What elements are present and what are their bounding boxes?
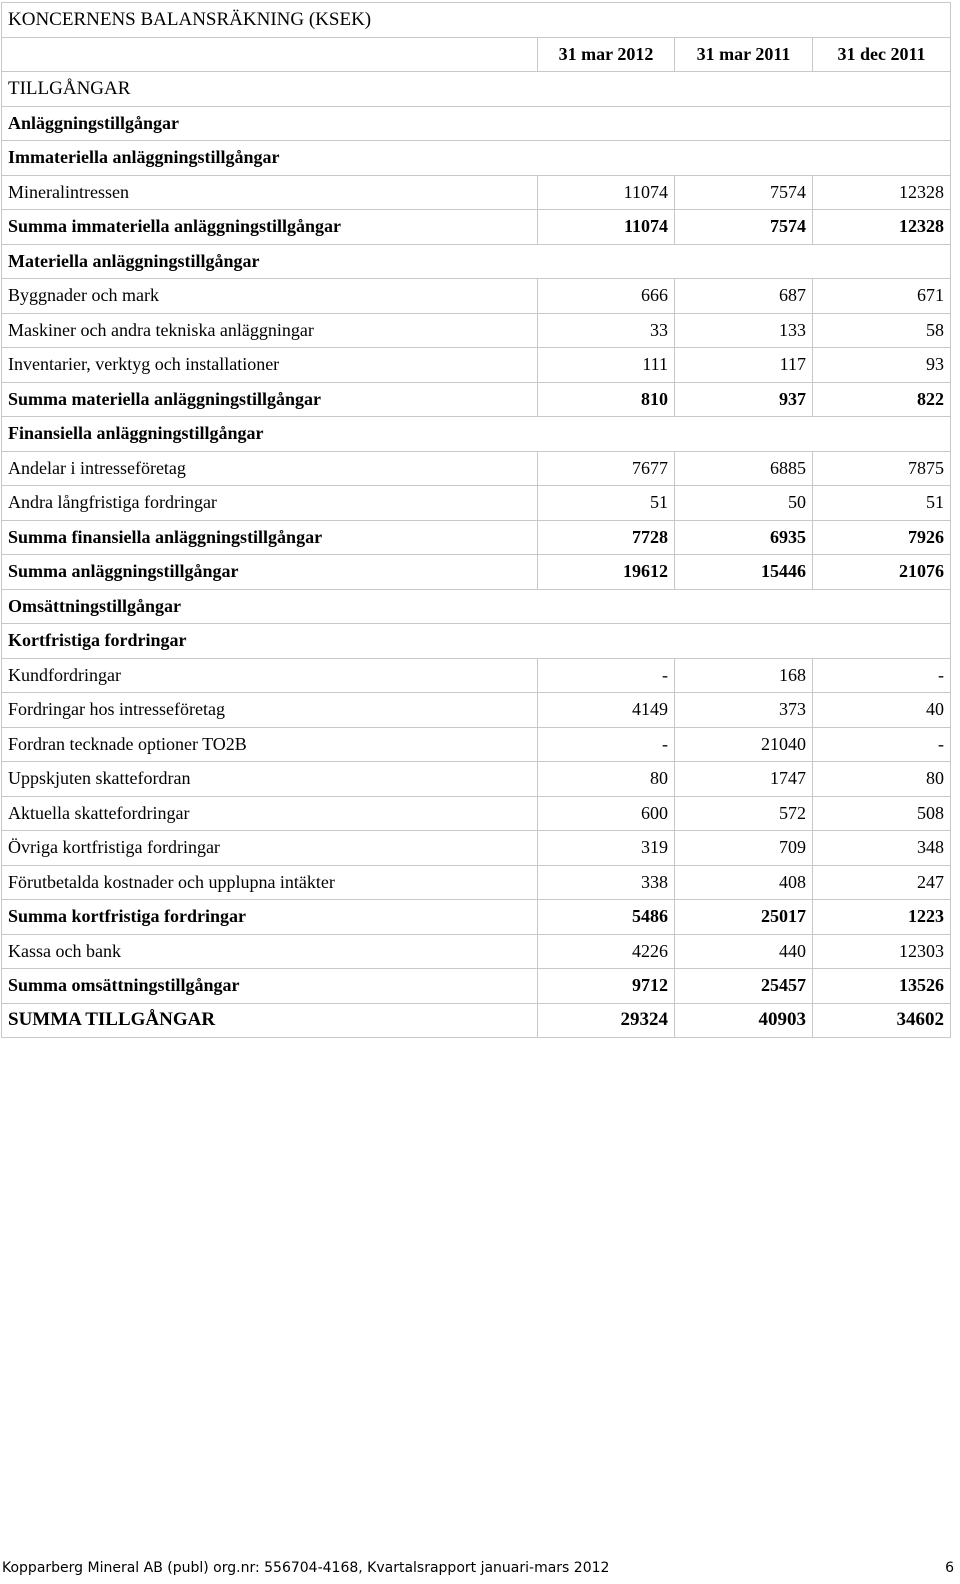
section-heading: Anläggningstillgångar bbox=[2, 106, 951, 141]
value-cell: 348 bbox=[813, 831, 951, 866]
value-cell: 11074 bbox=[538, 210, 675, 245]
column-header: 31 mar 2011 bbox=[675, 37, 813, 72]
header-empty-cell bbox=[2, 37, 538, 72]
table-row bbox=[2, 279, 951, 314]
section-heading-row bbox=[2, 624, 951, 659]
value-cell: 1747 bbox=[675, 762, 813, 797]
value-cell: 11074 bbox=[538, 175, 675, 210]
table-row bbox=[2, 934, 951, 969]
row-label: Summa kortfristiga fordringar bbox=[2, 900, 538, 935]
row-label: Summa materiella anläggningstillgångar bbox=[2, 382, 538, 417]
column-header: 31 dec 2011 bbox=[813, 37, 951, 72]
section-heading-row bbox=[2, 244, 951, 279]
value-cell: 4149 bbox=[538, 693, 675, 728]
value-cell: 168 bbox=[675, 658, 813, 693]
sheet-title: KONCERNENS BALANSRÄKNING (KSEK) bbox=[2, 3, 951, 38]
table-row bbox=[2, 900, 951, 935]
value-cell: 7926 bbox=[813, 520, 951, 555]
row-label: Uppskjuten skattefordran bbox=[2, 762, 538, 797]
value-cell: 373 bbox=[675, 693, 813, 728]
section-heading: Kortfristiga fordringar bbox=[2, 624, 951, 659]
value-cell: 687 bbox=[675, 279, 813, 314]
value-cell: 600 bbox=[538, 796, 675, 831]
value-cell: 13526 bbox=[813, 969, 951, 1004]
row-label: Kundfordringar bbox=[2, 658, 538, 693]
section-heading-row bbox=[2, 106, 951, 141]
value-cell: 508 bbox=[813, 796, 951, 831]
table-row bbox=[2, 658, 951, 693]
value-cell: 80 bbox=[538, 762, 675, 797]
table-row bbox=[2, 348, 951, 383]
page-number: 6 bbox=[945, 1560, 954, 1576]
value-cell: 117 bbox=[675, 348, 813, 383]
row-label: Fordringar hos intresseföretag bbox=[2, 693, 538, 728]
value-cell: 9712 bbox=[538, 969, 675, 1004]
value-cell: 40903 bbox=[675, 1003, 813, 1038]
row-label: Fordran tecknade optioner TO2B bbox=[2, 727, 538, 762]
value-cell: 50 bbox=[675, 486, 813, 521]
value-cell: 58 bbox=[813, 313, 951, 348]
section-heading-row bbox=[2, 589, 951, 624]
section-heading-row bbox=[2, 141, 951, 176]
row-label: Maskiner och andra tekniska anläggningar bbox=[2, 313, 538, 348]
value-cell: 7574 bbox=[675, 210, 813, 245]
row-label: Aktuella skattefordringar bbox=[2, 796, 538, 831]
table-row bbox=[2, 693, 951, 728]
value-cell: 408 bbox=[675, 865, 813, 900]
balance-sheet-body bbox=[2, 3, 951, 1038]
row-label: Andra långfristiga fordringar bbox=[2, 486, 538, 521]
value-cell: 572 bbox=[675, 796, 813, 831]
header-row bbox=[2, 37, 951, 72]
value-cell: 319 bbox=[538, 831, 675, 866]
row-label: Byggnader och mark bbox=[2, 279, 538, 314]
value-cell: 15446 bbox=[675, 555, 813, 590]
value-cell: 25017 bbox=[675, 900, 813, 935]
table-row bbox=[2, 520, 951, 555]
table-row bbox=[2, 865, 951, 900]
value-cell: 19612 bbox=[538, 555, 675, 590]
value-cell: 34602 bbox=[813, 1003, 951, 1038]
value-cell: 12303 bbox=[813, 934, 951, 969]
value-cell: 93 bbox=[813, 348, 951, 383]
value-cell: 21076 bbox=[813, 555, 951, 590]
value-cell: 671 bbox=[813, 279, 951, 314]
row-label: Andelar i intresseföretag bbox=[2, 451, 538, 486]
row-label: SUMMA TILLGÅNGAR bbox=[2, 1003, 538, 1038]
value-cell: 1223 bbox=[813, 900, 951, 935]
table-row bbox=[2, 210, 951, 245]
column-header: 31 mar 2012 bbox=[538, 37, 675, 72]
row-label: Förutbetalda kostnader och upplupna intäkter bbox=[2, 865, 538, 900]
table-row bbox=[2, 175, 951, 210]
value-cell: 666 bbox=[538, 279, 675, 314]
value-cell: 51 bbox=[538, 486, 675, 521]
value-cell: - bbox=[813, 727, 951, 762]
page-footer bbox=[2, 1560, 954, 1576]
value-cell: 12328 bbox=[813, 210, 951, 245]
section-heading-row bbox=[2, 417, 951, 452]
value-cell: 80 bbox=[813, 762, 951, 797]
value-cell: 12328 bbox=[813, 175, 951, 210]
table-row bbox=[2, 969, 951, 1004]
value-cell: 4226 bbox=[538, 934, 675, 969]
row-label: Summa anläggningstillgångar bbox=[2, 555, 538, 590]
value-cell: 7574 bbox=[675, 175, 813, 210]
section-heading: Immateriella anläggningstillgångar bbox=[2, 141, 951, 176]
value-cell: 40 bbox=[813, 693, 951, 728]
value-cell: 6935 bbox=[675, 520, 813, 555]
row-label: Summa omsättningstillgångar bbox=[2, 969, 538, 1004]
section-heading: Materiella anläggningstillgångar bbox=[2, 244, 951, 279]
value-cell: 29324 bbox=[538, 1003, 675, 1038]
table-row bbox=[2, 451, 951, 486]
row-label: Inventarier, verktyg och installationer bbox=[2, 348, 538, 383]
value-cell: 709 bbox=[675, 831, 813, 866]
value-cell: 51 bbox=[813, 486, 951, 521]
section-heading: Finansiella anläggningstillgångar bbox=[2, 417, 951, 452]
value-cell: 338 bbox=[538, 865, 675, 900]
row-label: Övriga kortfristiga fordringar bbox=[2, 831, 538, 866]
table-row bbox=[2, 382, 951, 417]
value-cell: 21040 bbox=[675, 727, 813, 762]
value-cell: 247 bbox=[813, 865, 951, 900]
table-row bbox=[2, 555, 951, 590]
value-cell: 133 bbox=[675, 313, 813, 348]
title-row bbox=[2, 3, 951, 38]
value-cell: 937 bbox=[675, 382, 813, 417]
value-cell: 440 bbox=[675, 934, 813, 969]
value-cell: 33 bbox=[538, 313, 675, 348]
balance-sheet-table bbox=[1, 2, 951, 1038]
value-cell: 111 bbox=[538, 348, 675, 383]
row-label: Mineralintressen bbox=[2, 175, 538, 210]
value-cell: - bbox=[538, 658, 675, 693]
table-row bbox=[2, 313, 951, 348]
value-cell: - bbox=[538, 727, 675, 762]
value-cell: 5486 bbox=[538, 900, 675, 935]
row-label: Summa immateriella anläggningstillgångar bbox=[2, 210, 538, 245]
section-heading: TILLGÅNGAR bbox=[2, 72, 951, 107]
value-cell: 810 bbox=[538, 382, 675, 417]
row-label: Summa finansiella anläggningstillgångar bbox=[2, 520, 538, 555]
value-cell: 6885 bbox=[675, 451, 813, 486]
table-row bbox=[2, 486, 951, 521]
value-cell: 7728 bbox=[538, 520, 675, 555]
section-heading: Omsättningstillgångar bbox=[2, 589, 951, 624]
value-cell: 822 bbox=[813, 382, 951, 417]
table-row bbox=[2, 1003, 951, 1038]
row-label: Kassa och bank bbox=[2, 934, 538, 969]
value-cell: - bbox=[813, 658, 951, 693]
value-cell: 25457 bbox=[675, 969, 813, 1004]
footer-company-text: Kopparberg Mineral AB (publ) org.nr: 556704-4168, Kvartalsrapport januari-mars 2012 bbox=[2, 1560, 610, 1576]
table-row bbox=[2, 727, 951, 762]
table-row bbox=[2, 796, 951, 831]
section-heading-row bbox=[2, 72, 951, 107]
value-cell: 7677 bbox=[538, 451, 675, 486]
value-cell: 7875 bbox=[813, 451, 951, 486]
table-row bbox=[2, 831, 951, 866]
table-row bbox=[2, 762, 951, 797]
